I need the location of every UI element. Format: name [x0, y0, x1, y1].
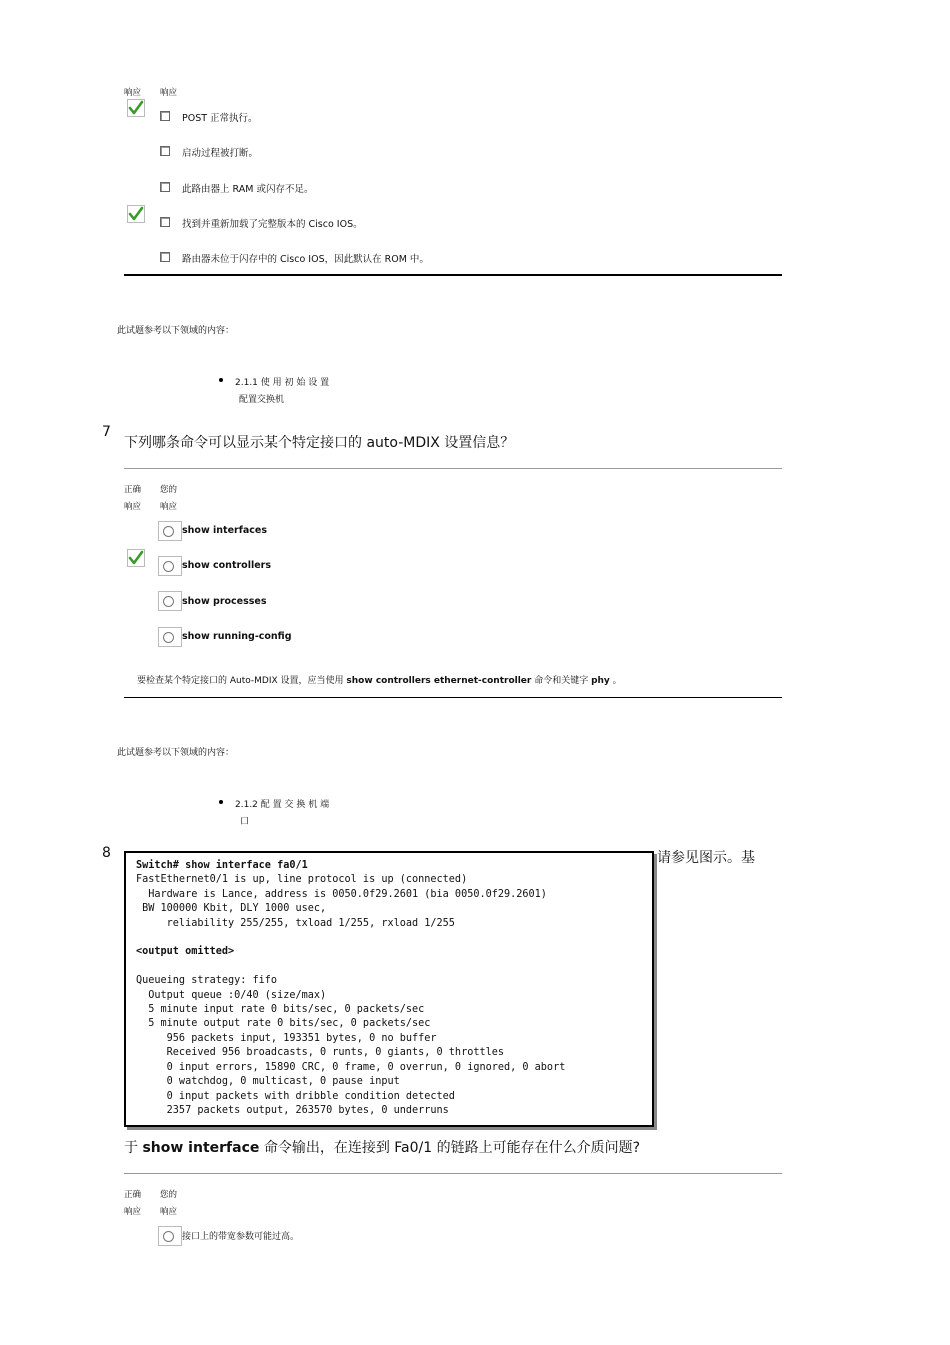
exhibit-line: Queueing strategy: fifo: [136, 975, 278, 987]
reference-label: 此试题参考以下领域的内容：: [117, 748, 235, 758]
question-prefix: 于: [124, 1140, 143, 1156]
q6-option-3: 此路由器上 RAM 或闪存不足。: [182, 184, 314, 195]
q7-option-4: show running-config: [182, 631, 292, 642]
option-checkbox[interactable]: [160, 182, 170, 192]
explanation-keyword: phy: [591, 676, 610, 686]
q7-option-2: show controllers: [182, 560, 271, 571]
your-header-line2: 响应: [160, 502, 178, 512]
reference-link[interactable]: 2.1.2 配 置 交 换 机 端: [235, 800, 330, 810]
exhibit-line: reliability 255/255, txload 1/255, rxload 1/255: [136, 917, 455, 929]
question-text: 下列哪条命令可以显示某个特定接口的 auto-MDIX 设置信息？: [124, 435, 515, 451]
divider: [124, 274, 782, 276]
option-radio[interactable]: [158, 1226, 182, 1246]
correct-header-line1: 正确: [124, 1190, 142, 1200]
explanation-command: show controllers ethernet-controller: [346, 676, 532, 686]
explanation: [137, 673, 622, 686]
exhibit-line: 2357 packets output, 263570 bytes, 0 underruns: [136, 1104, 449, 1116]
question-number: 8: [102, 845, 111, 861]
exhibit-line: <output omitted>: [136, 946, 235, 958]
bullet-icon: [219, 378, 223, 382]
reference-link-line2[interactable]: 口: [240, 817, 250, 827]
divider: [124, 468, 782, 469]
question-text: [124, 1137, 640, 1157]
question-text-right: 请参见图示。基: [657, 850, 755, 866]
correct-response-header: 响应: [124, 88, 142, 98]
exhibit-line: Switch# show interface fa0/1: [136, 860, 308, 871]
option-radio[interactable]: [158, 627, 182, 647]
question-number: 7: [102, 424, 111, 440]
exhibit-line: BW 100000 Kbit, DLY 1000 usec,: [136, 903, 327, 915]
exhibit-line: FastEthernet0/1 is up, line protocol is up (connected): [136, 874, 468, 886]
bullet-icon: [219, 800, 223, 804]
reference-label: 此试题参考以下领域的内容：: [117, 326, 235, 336]
question-command: show interface: [142, 1140, 260, 1156]
explanation-mid: 命令和关键字: [531, 676, 592, 686]
explanation-prefix: 要检查某个特定接口的 Auto-MDIX 设置，应当使用: [137, 676, 347, 686]
q6-option-2: 启动过程被打断。: [182, 148, 259, 159]
your-header-line1: 您的: [160, 1190, 178, 1200]
exhibit-line: 956 packets input, 193351 bytes, 0 no buffer: [136, 1032, 437, 1044]
correct-check-icon: [127, 99, 145, 117]
q6-option-1: POST 正常执行。: [182, 113, 258, 124]
option-checkbox[interactable]: [160, 111, 170, 121]
q8-option-1: 接口上的带宽参数可能过高。: [182, 1232, 300, 1242]
option-checkbox[interactable]: [160, 252, 170, 262]
option-checkbox[interactable]: [160, 146, 170, 156]
exhibit-output: [126, 853, 652, 1118]
option-checkbox[interactable]: [160, 217, 170, 227]
correct-header-line1: 正确: [124, 485, 142, 495]
question-suffix: 命令输出，在连接到 Fa0/1 的链路上可能存在什么介质问题?: [259, 1140, 641, 1156]
your-header-line1: 您的: [160, 485, 178, 495]
divider: [124, 1173, 782, 1174]
exhibit-line: 5 minute output rate 0 bits/sec, 0 packets/sec: [136, 1018, 431, 1030]
exhibit-line: 5 minute input rate 0 bits/sec, 0 packets/sec: [136, 1004, 425, 1016]
exhibit-line: Output queue :0/40 (size/max): [136, 989, 327, 1001]
exhibit-image: [124, 851, 654, 1127]
q6-option-5: 路由器未位于闪存中的 Cisco IOS，因此默认在 ROM 中。: [182, 254, 429, 265]
your-response-header: 响应: [160, 88, 178, 98]
explanation-suffix: 。: [609, 676, 622, 686]
reference-link-line2[interactable]: 配置交换机: [239, 395, 285, 405]
correct-header-line2: 响应: [124, 1207, 142, 1217]
exhibit-line: Received 956 broadcasts, 0 runts, 0 giants, 0 throttles: [136, 1047, 505, 1059]
exhibit-line: Hardware is Lance, address is 0050.0f29.2601 (bia 0050.0f29.2601): [136, 888, 547, 900]
q7-option-1: show interfaces: [182, 525, 267, 536]
correct-header-line2: 响应: [124, 502, 142, 512]
q6-option-4: 找到并重新加载了完整版本的 Cisco IOS。: [182, 219, 363, 230]
reference-link[interactable]: 2.1.1 使 用 初 始 设 置: [235, 378, 330, 388]
option-radio[interactable]: [158, 556, 182, 576]
correct-check-icon: [127, 205, 145, 223]
option-radio[interactable]: [158, 591, 182, 611]
exhibit-line: 0 input packets with dribble condition detected: [136, 1090, 455, 1102]
divider: [124, 697, 782, 698]
correct-check-icon: [127, 549, 145, 567]
your-header-line2: 响应: [160, 1207, 178, 1217]
exhibit-line: 0 watchdog, 0 multicast, 0 pause input: [136, 1076, 400, 1088]
option-radio[interactable]: [158, 521, 182, 541]
q7-option-3: show processes: [182, 596, 267, 607]
exhibit-line: 0 input errors, 15890 CRC, 0 frame, 0 overrun, 0 ignored, 0 abort: [136, 1061, 566, 1073]
